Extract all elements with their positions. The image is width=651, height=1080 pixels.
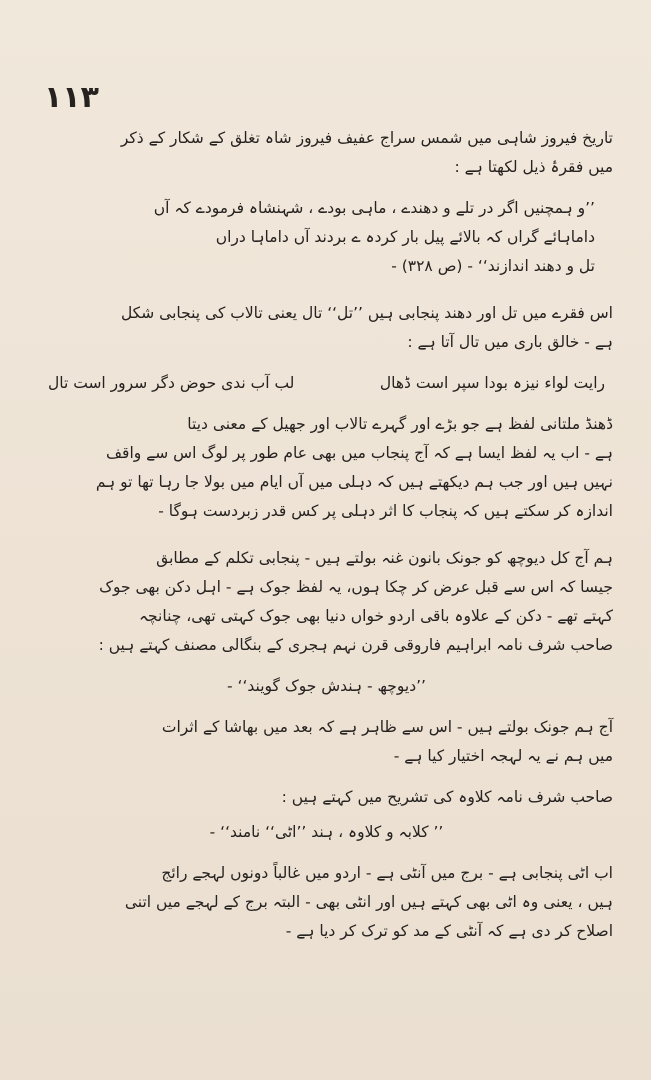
paragraph-2-line-2: ہے - خالق باری میں تال آتا ہے : [407,333,613,351]
poetry-couplet [40,369,613,398]
paragraph-4-line-4: صاحب شرف نامہ ابراہیم فاروقی قرن نہم ہجری کے بنگالی مصنف کہتے ہیں : [98,636,613,654]
quote-3: ’’ کلابہ و کلاوہ ، ہند ’’اٹی‘‘ نامند‘‘ - [209,823,444,841]
paragraph-3-line-1: ڈھنڈ ملتانی لفظ ہے جو بڑے اور گہرے تالاب اور جھیل کے معنی دیتا [187,415,613,433]
paragraph-7-line-2: ہیں ، یعنی وہ اٹی بھی کہتے ہیں اور انٹی بھی - البتہ برج کے لہجے میں اتنی [124,893,613,911]
paragraph-1-line-2: میں فقرۂ ذیل لکھتا ہے : [454,158,613,176]
paragraph-6-line-1: صاحب شرف نامہ کلاوہ کی تشریح میں کہتے ہیں : [281,788,613,806]
paragraph-4-line-1: ہم آج کل دیوچھ کو جونک بانون غنہ بولتے ہیں - پنجابی تکلم کے مطابق [156,549,613,567]
paragraph-5-line-2: میں ہم نے یہ لہجہ اختیار کیا ہے - [393,747,613,765]
couplet-left-hemistich: لب آب ندی حوض دگر سرور است تال [48,374,295,392]
page-number: ۱۱۳ [44,80,99,115]
paragraph-3-line-2: ہے - اب یہ لفظ ایسا ہے کہ آج پنجاب میں بھی عام طور پر لوگ اس سے واقف [106,444,613,462]
page-content [40,82,613,946]
paragraph-7-line-3: اصلاح کر دی ہے کہ آنٹی کے مد کو ترک کر دیا ہے - [285,922,613,940]
paragraph-3-line-4: اندازہ کر سکتے ہیں کہ پنجاب کا اثر دہلی پر کس قدر زبردست ہوگا - [158,502,613,520]
quote-1-line-3: تل و دھند اندازند‘‘ - (ص ۳۲۸) - [391,257,595,275]
quote-1-line-1: ’’و ہمچنیں اگر در تلے و دھندے ، ماہی بودے ، شہنشاہ فرمودے کہ آں [153,199,595,217]
quote-2: ’’دیوچھ - ہندش جوک گویند‘‘ - [227,677,426,695]
paragraph-4-line-2: جیسا کہ اس سے قبل عرض کر چکا ہوں، یہ لفظ جوک ہے - اہل دکن بھی جوک [99,578,613,596]
paragraph-1-line-1: تاریخ فیروز شاہی میں شمس سراج عفیف فیروز شاہ تغلق کے شکار کے ذکر [120,129,613,147]
paragraph-2-line-1: اس فقرے میں تل اور دھند پنجابی ہیں ’’تل‘‘ تال یعنی تالاب کی پنجابی شکل [120,304,613,322]
couplet-right-hemistich: رایت لواء نیزہ بودا سپر است ڈھال [379,374,605,392]
paragraph-3-line-3: نہیں ہیں اور جب ہم دیکھتے ہیں کہ دہلی میں آں ایام میں بولا جا رہا تھا تو ہم [95,473,613,491]
quote-1-line-2: داماہائے گراں کہ بالائے پیل بار کردہ ے بردند آں داماہا دراں [215,228,595,246]
paragraph-7-line-1: اب اٹی پنجابی ہے - برج میں آنٹی ہے - اردو میں غالباً دونوں لہجے رائج [161,864,613,882]
paragraph-5-line-1: آج ہم جونک بولتے ہیں - اس سے ظاہر ہے کہ بعد میں بھاشا کے اثرات [161,718,613,736]
paragraph-4-line-3: کہتے تھے - دکن کے علاوہ باقی اردو خواں دنیا بھی جوک کہتی تھی، چنانچہ [138,607,613,625]
